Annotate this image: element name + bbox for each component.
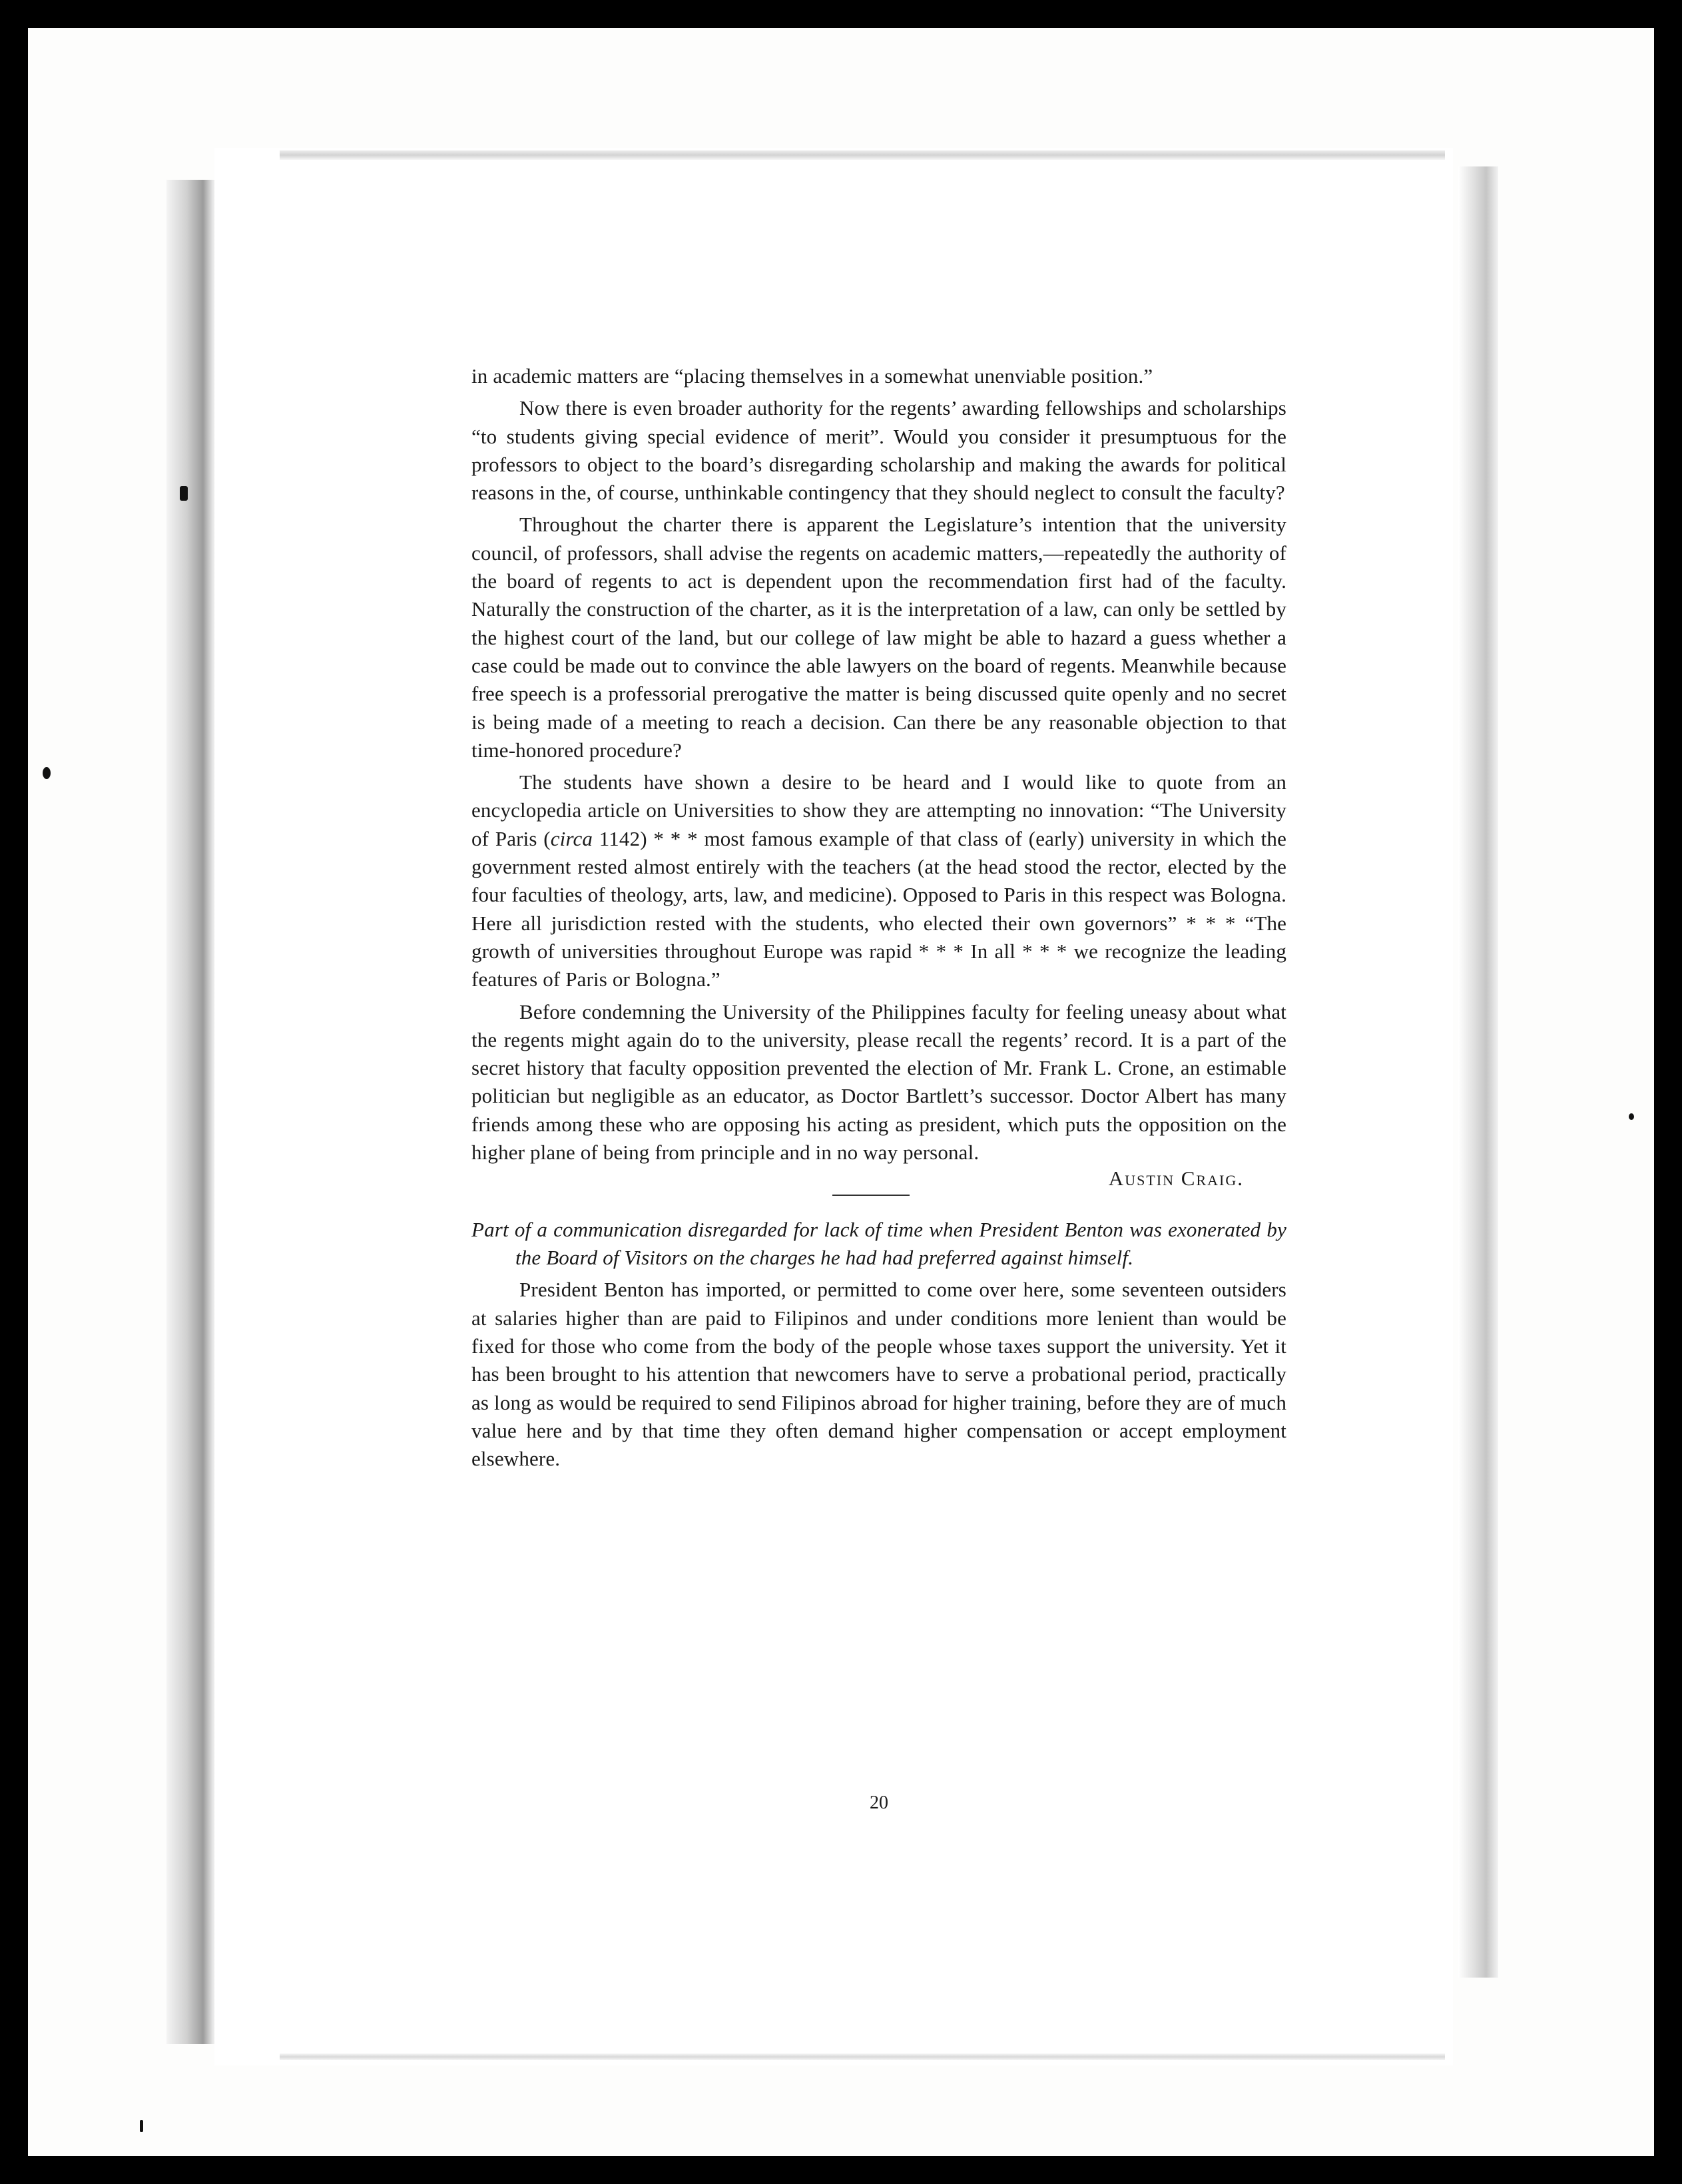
paragraph-continuation: in academic matters are “placing themselves in a somewhat unenviable position.” [471,364,1153,388]
scan-speck [180,486,188,501]
paragraph-encyclopedia-start: The students have shown a desire to be heard and I would like to quote from an encyclopedia article on Universities to show they are attempting no innovation: “The University of Paris ( [471,770,1286,850]
scan-right-edge-shadow [1458,166,1498,1978]
paragraph-fellowships: Now there is even broader authority for the regents’ awarding fellowships and scholarships “to students giving special evidence of merit”. Would you consider it presumptuous for the professors to object to the board’s disregarding scholarship and making the awards for political reasons in the, of course, unthinkable contingency that they should neglect to consult the faculty? [471,396,1286,505]
paragraph-benton: President Benton has imported, or permitted to come over here, some seventeen outsiders at salaries higher than are paid to Filipinos and under conditions more lenient than would be fixed for those who come from the body of the people whose taxes support the university. Yet it has been brought to his attention that newcomers have to serve a probational period, practically as long as would be required to send Filipinos abroad for higher training, before they are of much value here and by that time they often demand higher compensation or accept employment elsewhere. [471,1278,1286,1471]
paragraph-encyclopedia-end: 1142) * * * most famous example of that class of (early) university in which the government rested almost entirely with the teachers (at the head stood the rector, elected by the four faculties of theology, arts, law, and medicine). Opposed to Paris in this respect was Bologna. Here all jurisdiction rested with the students, who elected their own governors” * * * “The growth of universities throughout Europe was rapid * * * In all * * * we recognize the leading features of Paris or Bologna.” [471,826,1286,991]
page-number: 20 [870,1792,888,1813]
editorial-note: Part of a communication disregarded for lack of time when President Benton was exonerated by the Board of Visitors on the charges he had had preferred against himself. [471,1218,1286,1270]
scan-speck [1629,1113,1634,1120]
scan-bottom-edge [280,2053,1445,2060]
scan-speck [43,767,51,779]
author-signature: Austin Craig. [1108,1167,1244,1191]
paragraph-regents-record: Before condemning the University of the Philippines faculty for feeling uneasy about what the regents might again do to the university, please recall the regents’ record. It is a part of the secret history that faculty opposition prevented the election of Mr. Frank L. Crone, an estimable politician but negligible as an educator, as Doctor Bartlett’s successor. Doctor Albert has many friends among these who are opposing his acting as president, which puts the opposition on the higher plane of being from principle and in no way personal. [471,999,1286,1165]
paragraph-encyclopedia-italic: circa [550,826,593,850]
paragraph-encyclopedia [471,768,1286,993]
scan-top-edge [280,150,1445,160]
section-divider [832,1195,910,1196]
paragraph-charter: Throughout the charter there is apparent the Legislature’s intention that the university council, of professors, shall advise the regents on academic matters,—repeatedly the authority of the board of regents to act is dependent upon the recommendation first had of the faculty. Naturally the construction of the charter, as it is the interpretation of a law, can only be settled by the highest court of the land, but our college of law might be able to hazard a guess whether a case could be made out to convince the able lawyers on the board of regents. Meanwhile because free speech is a professorial prerogative the matter is being discussed quite openly and no secret is being made of a meeting to reach a decision. Can there be any reasonable objection to that time-honored procedure? [471,513,1286,762]
scan-speck [140,2120,143,2132]
document-body [471,362,1286,1473]
